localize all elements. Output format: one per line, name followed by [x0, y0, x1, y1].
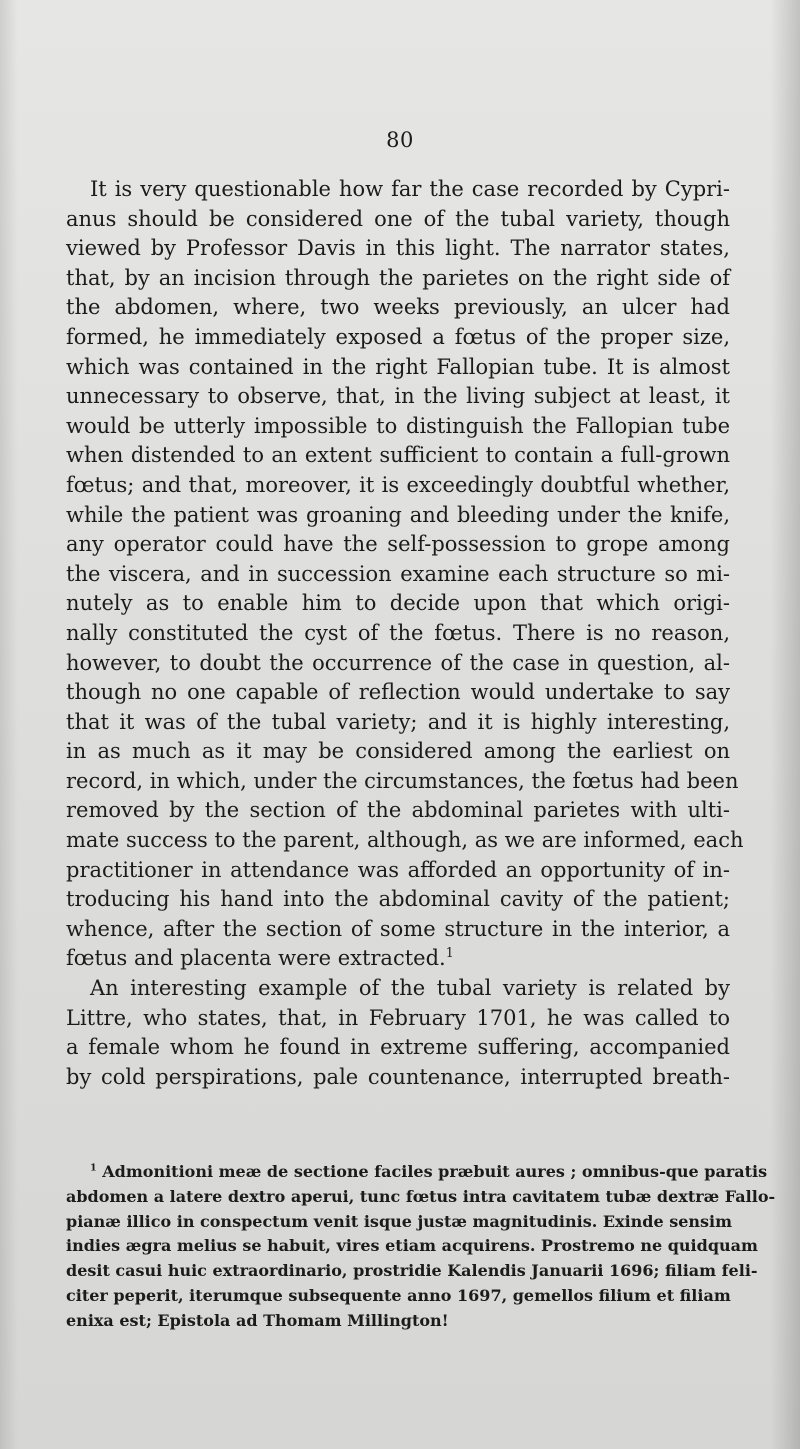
footnote-line: pianæ illico in conspectum venit isque justæ magnitudinis. Exinde sensim [66, 1211, 733, 1231]
text-line: practitioner in attendance was afforded an opportunity of in- [66, 857, 730, 882]
footnote-line: desit casui huic extraordinario, prostridie Kalendis Januarii 1696; filiam feli- [66, 1261, 758, 1281]
text-line: An interesting example of the tubal variety is related by [90, 976, 730, 1001]
text-line: that, by an incision through the parietes on the right side of [66, 265, 730, 290]
text-line: whence, after the section of some structure in the interior, a [66, 916, 730, 941]
text-line: formed, he immediately exposed a fœtus of the proper size, [66, 324, 730, 349]
text-line: by cold perspirations, pale countenance, interrupted breath- [66, 1064, 730, 1089]
text-line-content: fœtus and placenta were extracted. [66, 946, 446, 971]
text-line: a female whom he found in extreme suffering, accompanied [66, 1035, 730, 1060]
body-text [66, 175, 744, 1092]
text-line: the viscera, and in succession examine each structure so mi- [66, 561, 730, 586]
footnote-line-content: Admonitioni meæ de sectione faciles præbuit aures ; omnibus-que paratis [102, 1162, 768, 1181]
text-line: Littre, who states, that, in February 1701, he was called to [66, 1005, 730, 1030]
text-line: when distended to an extent sufficient to contain a full-grown [66, 443, 730, 468]
text-line: in as much as it may be considered among the earliest on [66, 739, 730, 764]
text-line: that it was of the tubal variety; and it is highly interesting, [66, 709, 730, 734]
text-line: It is very questionable how far the case recorded by Cypri- [90, 177, 730, 201]
text-line: which was contained in the right Fallopian tube. It is almost [66, 354, 730, 379]
text-line: troducing his hand into the abdominal cavity of the patient; [66, 887, 730, 912]
page-number: 80 [386, 128, 414, 152]
footnote-line-last: enixa est; Epistola ad Thomam Millington! [66, 1310, 449, 1330]
text-line: though no one capable of reflection would undertake to say [66, 680, 730, 705]
text-line-last [66, 944, 730, 974]
footnote-marker: 1 [90, 1162, 97, 1174]
text-line: fœtus; and that, moreover, it is exceedingly doubtful whether, [66, 472, 730, 497]
text-line: the abdomen, where, two weeks previously, an ulcer had [66, 295, 730, 320]
footnote-line [66, 1160, 768, 1185]
text-line: nally constituted the cyst of the fœtus. There is no reason, [66, 620, 730, 645]
text-line: would be utterly impossible to distinguish the Fallopian tube [66, 413, 730, 438]
text-line: removed by the section of the abdominal parietes with ulti- [66, 798, 730, 823]
footnote-line: abdomen a latere dextro aperui, tunc fœtus intra cavitatem tubæ dextræ Fallo- [66, 1186, 776, 1206]
text-line: record, in which, under the circumstances, the fœtus had been [66, 768, 739, 793]
text-line: viewed by Professor Davis in this light. The narrator states, [66, 236, 730, 261]
text-line: however, to doubt the occurrence of the case in question, al- [66, 650, 730, 675]
footnote-ref-marker: 1 [445, 945, 454, 961]
text-line: nutely as to enable him to decide upon that which origi- [66, 591, 730, 616]
text-line: anus should be considered one of the tubal variety, though [66, 206, 730, 231]
footnote-line: indies ægra melius se habuit, vires etiam acquirens. Prostremo ne quidquam [66, 1236, 758, 1256]
text-line: while the patient was groaning and bleeding under the knife, [66, 502, 730, 527]
text-line: unnecessary to observe, that, in the living subject at least, it [66, 384, 730, 409]
footnote-line: citer peperit, iterumque subsequente anno 1697, gemellos filium et filiam [66, 1285, 731, 1305]
text-line: any operator could have the self-possession to grope among [66, 532, 730, 557]
footnote [66, 1160, 776, 1334]
text-line: mate success to the parent, although, as we are informed, each [66, 828, 744, 853]
